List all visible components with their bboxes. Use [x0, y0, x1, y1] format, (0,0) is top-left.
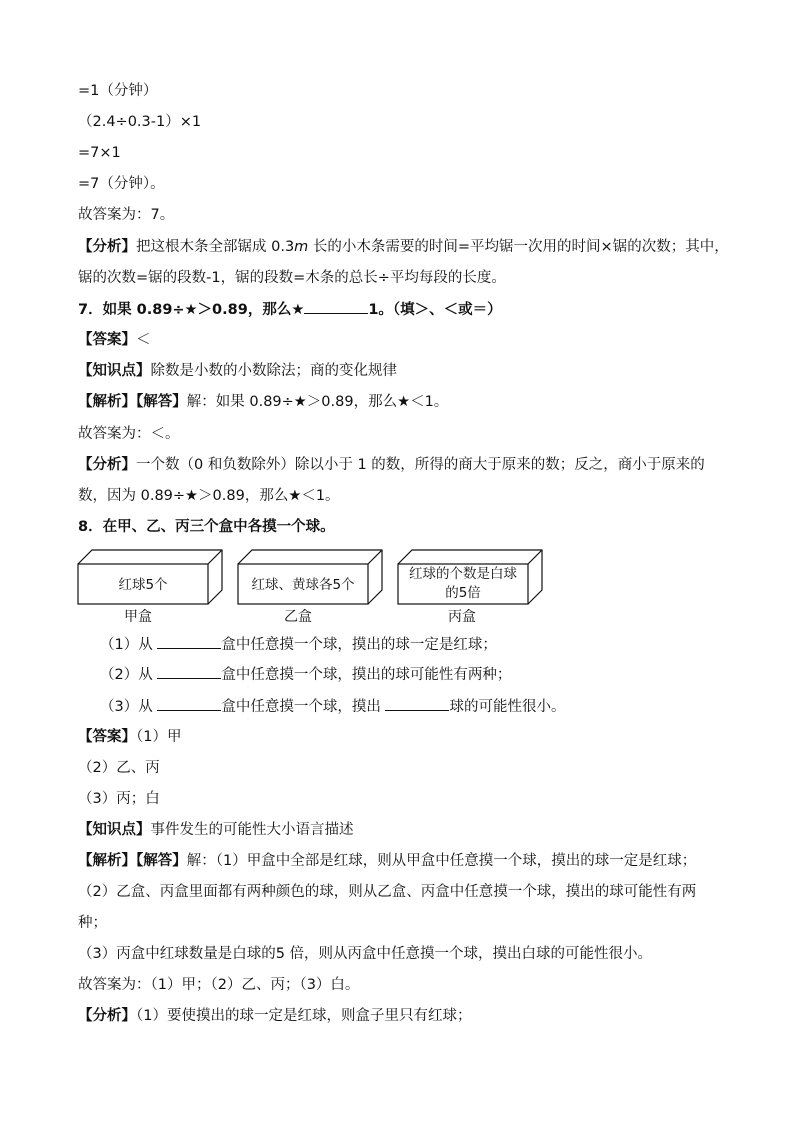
knowledge-line [78, 820, 354, 840]
sub-question-2 [100, 664, 511, 685]
box-jia-caption: 甲盒 [124, 609, 152, 625]
answer-blank [385, 696, 449, 711]
box-yi-label: 红球、黄球各5个 [251, 577, 355, 593]
question-7-text: 7．如果 0.89÷★＞0.89，那么★ [78, 302, 305, 318]
text-line: =1（分钟） [78, 83, 158, 99]
sub-question-text: 盒中任意摸一个球，摸出 [221, 699, 386, 715]
answer-text: ＜ [136, 332, 151, 348]
sub-question-text: 球的可能性很小。 [449, 699, 566, 715]
answer-tag: 【答案】 [78, 332, 136, 348]
answer-tag: 【答案】 [78, 729, 136, 745]
text-line: 数，因为 0.89÷★＞0.89，那么★＜1。 [78, 488, 340, 504]
text-line: 故答案为：7。 [78, 207, 175, 223]
box-bing-label-line1: 红球的个数是白球 [409, 566, 517, 582]
sub-question-1 [100, 634, 497, 655]
answer-blank [157, 634, 221, 649]
answer-blank [157, 664, 221, 679]
sub-question-text: （1）从 [100, 637, 158, 653]
text-line: 锯的次数=锯的段数-1，锯的段数=木条的总长÷平均每段的长度。 [78, 270, 506, 286]
text-line: 种； [78, 915, 107, 931]
solution-tag: 【解答】 [136, 853, 187, 869]
sub-question-3 [100, 696, 565, 717]
solution-text: 解：如果 0.89÷★＞0.89，那么★＜1。 [186, 394, 449, 410]
knowledge-tag: 【知识点】 [78, 363, 151, 379]
solution-tag: 【解答】 [136, 394, 187, 410]
text-line: （2）乙盒、丙盒里面都有两种颜色的球，则从乙盒、丙盒中任意摸一个球，摸出的球可能性有两 [78, 884, 697, 900]
analysis-text: 把这根木条全部锯成 0.3 [136, 239, 295, 255]
knowledge-tag: 【知识点】 [78, 822, 151, 838]
question-7-text: 1。（填＞、＜或＝） [368, 302, 502, 318]
sub-question-text: 盒中任意摸一个球，摸出的球可能性有两种； [221, 667, 512, 683]
sub-question-text: （2）从 [100, 667, 158, 683]
analysis-tag: 【分析】 [78, 239, 136, 255]
answer-line: （3）丙；白 [78, 791, 160, 807]
solution-tag: 【解析】 [78, 853, 136, 869]
text-line: =7（分钟）。 [78, 176, 165, 192]
box-bing-label-line2: 的5倍 [445, 585, 481, 601]
question-8-text: 8．在甲、乙、丙三个盒中各摸一个球。 [78, 519, 335, 535]
sub-question-text: （3）从 [100, 699, 158, 715]
solution-tag: 【解析】 [78, 394, 136, 410]
text-line: （2.4÷0.3-1）×1 [78, 114, 202, 130]
analysis-text: （1）要使摸出的球一定是红球，则盒子里只有红球； [136, 1008, 472, 1024]
box-bing-caption: 丙盒 [448, 609, 476, 625]
unit-m: m [294, 239, 309, 255]
text-line: =7×1 [78, 145, 121, 161]
knowledge-text: 事件发生的可能性大小语言描述 [150, 822, 354, 838]
box-yi-caption: 乙盒 [284, 609, 312, 625]
sub-question-text: 盒中任意摸一个球，摸出的球一定是红球； [221, 637, 497, 653]
text-line: 故答案为：＜。 [78, 426, 180, 442]
box-yi [238, 550, 382, 604]
analysis-text: 一个数（0 和负数除外）除以小于 1 的数，所得的商大于原来的数；反之，商小于原来的 [136, 457, 705, 473]
knowledge-text: 除数是小数的小数除法；商的变化规律 [150, 363, 397, 379]
solution-line [78, 851, 696, 871]
text-line: 故答案为：（1）甲；（2）乙、丙；（3）白。 [78, 977, 360, 993]
box-bing [398, 550, 542, 604]
box-jia [78, 550, 222, 604]
analysis-tag: 【分析】 [78, 457, 136, 473]
analysis-line [78, 1006, 471, 1026]
box-jia-label: 红球5个 [118, 577, 168, 593]
analysis-tag: 【分析】 [78, 1008, 136, 1024]
answer-blank [157, 696, 221, 711]
text-line: （3）丙盒中红球数量是白球的5 倍，则从丙盒中任意摸一个球，摸出白球的可能性很小。 [78, 946, 653, 962]
analysis-text: 长的小木条需要的时间=平均锯一次用的时间×锯的次数；其中， [308, 239, 729, 255]
solution-text: 解：（1）甲盒中全部是红球，则从甲盒中任意摸一个球，摸出的球一定是红球； [186, 853, 697, 869]
answer-text: （1）甲 [136, 729, 182, 745]
answer-line: （2）乙、丙 [78, 760, 160, 776]
answer-line [78, 727, 181, 747]
